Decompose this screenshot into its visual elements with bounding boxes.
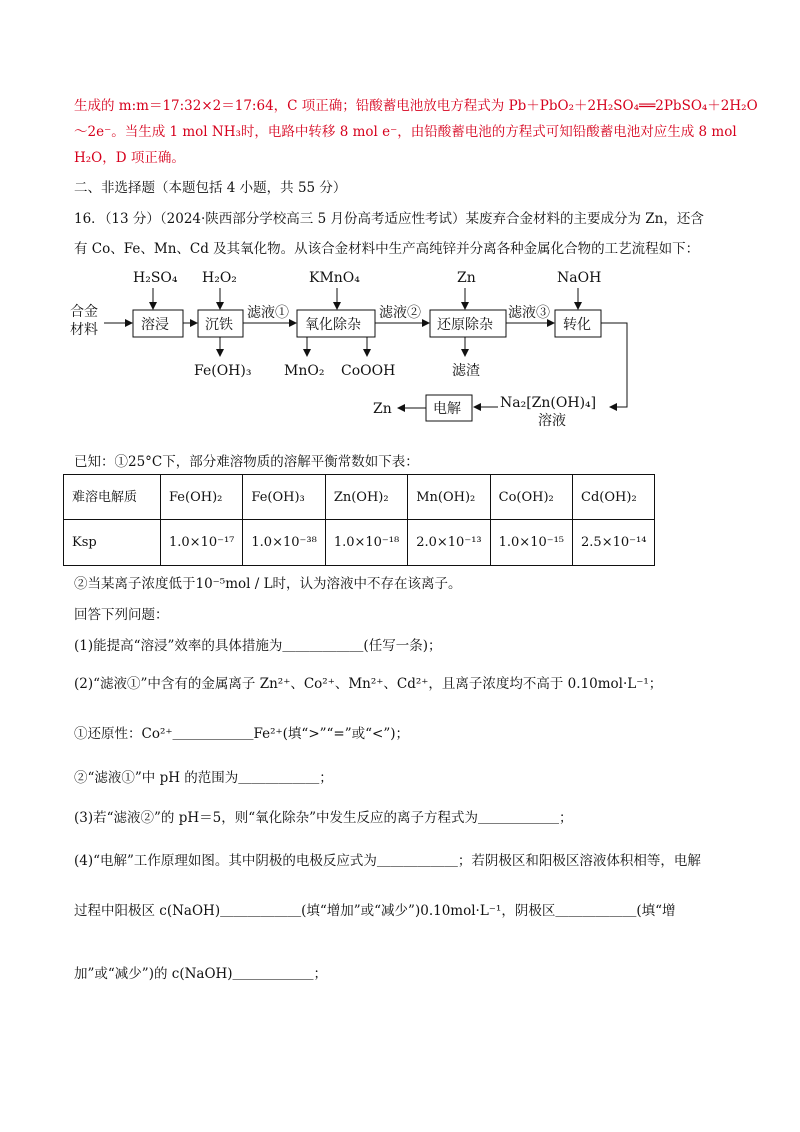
product-sodium-zincate: Na₂[Zn(OH)₄] (500, 395, 597, 411)
filtrate-1-label: 滤液① (247, 305, 289, 321)
question-2: (2)“滤液①”中含有的金属离子 Zn²⁺、Co²⁺、Mn²⁺、Cd²⁺，且离子浓度均不高于 0.10mol·L⁻¹； (74, 676, 663, 692)
filtrate-3-label: 滤液③ (508, 305, 550, 321)
question-2-part-1: ①还原性：Co²⁺＿＿＿＿＿＿Fe²⁺(填“>”“=”或“<”)； (74, 726, 410, 742)
question-intro-1 (74, 207, 704, 227)
table-cell: 1.0×10⁻¹⁵ (490, 520, 572, 566)
final-zn: Zn (373, 401, 392, 417)
filtrate-2-label: 滤液② (379, 305, 421, 321)
start-material-bottom: 材料 (70, 322, 98, 338)
question-1: (1)能提高“溶浸”效率的具体措施为＿＿＿＿＿＿(任写一条)； (74, 638, 442, 654)
known-note-2: ②当某离子浓度低于10⁻⁵mol / L时，认为溶液中不存在该离子。 (74, 576, 462, 592)
question-4-line-1: (4)“电解”工作原理如图。其中阴极的电极反应式为＿＿＿＿＿＿；若阴极区和阳极区溶液体积相等，电解 (74, 853, 701, 869)
product-solution: 溶液 (538, 413, 566, 429)
table-cell: 2.0×10⁻¹³ (408, 520, 490, 566)
table-header-label: 难溶电解质 (64, 475, 161, 520)
output-cooh: CoOOH (341, 363, 396, 379)
table-row-label-ksp: Ksp (64, 520, 161, 566)
answer-prompt: 回答下列问题： (74, 607, 169, 623)
output-residue: 滤渣 (452, 363, 480, 379)
box-iron-precip: 沉铁 (205, 317, 233, 333)
table-col-znoh2: Zn(OH)₂ (325, 475, 407, 520)
question-3: (3)若“滤液②”的 pH＝5，则“氧化除杂”中发生反应的离子方程式为＿＿＿＿＿＿； (74, 810, 573, 826)
box-reduction: 还原除杂 (437, 317, 493, 333)
input-naoh: NaOH (557, 270, 602, 286)
question-4-line-2: 过程中阳极区 c(NaOH)＿＿＿＿＿＿(填“增加”或“减少”)0.10mol·L⁻¹，阴极区＿＿＿＿＿＿(填“增 (74, 903, 676, 919)
output-mno2: MnO₂ (284, 363, 325, 379)
table-cell: 2.5×10⁻¹⁴ (573, 520, 655, 566)
table-col-feoh3: Fe(OH)₃ (243, 475, 325, 520)
answer-line-2: ～2e⁻。当生成 1 mol NH₃时，电路中转移 8 mol e⁻，由铅酸蓄电池的方程式可知铅酸蓄电池对应生成 8 mol (74, 124, 737, 140)
ksp-table (63, 474, 655, 566)
question-number: 16． (74, 211, 105, 227)
known-intro: 已知：①25°C下，部分难溶物质的溶解平衡常数如下表： (74, 454, 419, 470)
input-kmno4: KMnO₄ (309, 270, 360, 286)
input-h2o2: H₂O₂ (202, 270, 237, 286)
question-4-line-3: 加”或“减少”)的 c(NaOH)＿＿＿＿＿＿； (74, 966, 328, 982)
question-2-part-2: ②“滤液①”中 pH 的范围为＿＿＿＿＿＿； (74, 770, 333, 786)
box-electrolysis: 电解 (433, 401, 461, 417)
table-cell: 1.0×10⁻¹⁸ (325, 520, 407, 566)
table-col-feoh2: Fe(OH)₂ (161, 475, 243, 520)
question-intro-2: 有 Co、Fe、Mn、Cd 及其氧化物。从该合金材料中生产高纯锌并分离各种金属化合物的工艺流程如下： (74, 241, 700, 257)
table-col-mnoh2: Mn(OH)₂ (408, 475, 490, 520)
process-flow-diagram (60, 262, 650, 432)
start-material-top: 合金 (70, 304, 98, 320)
answer-line-1: 生成的 m:m＝17:32×2＝17:64，C 项正确；铅酸蓄电池放电方程式为 Pb＋PbO₂＋2H₂SO₄══2PbSO₄＋2H₂O (74, 98, 758, 114)
input-zn: Zn (457, 270, 476, 286)
table-cell: 1.0×10⁻³⁸ (243, 520, 325, 566)
box-oxidation: 氧化除杂 (305, 317, 361, 333)
table-col-cooh2: Co(OH)₂ (490, 475, 572, 520)
section-title: 二、非选择题（本题包括 4 小题，共 55 分） (74, 180, 347, 196)
answer-line-3: H₂O，D 项正确。 (74, 150, 185, 166)
input-h2so4: H₂SO₄ (133, 270, 178, 286)
table-cell: 1.0×10⁻¹⁷ (161, 520, 243, 566)
question-intro-text: （13 分）（2024·陕西部分学校高三 5 月份高考适应性考试）某废弃合金材料的主要成分为 Zn，还含 (104, 211, 704, 227)
output-feoh3: Fe(OH)₃ (194, 363, 252, 379)
box-conversion: 转化 (563, 317, 591, 333)
table-col-cdoh2: Cd(OH)₂ (573, 475, 655, 520)
box-leaching: 溶浸 (141, 317, 169, 333)
